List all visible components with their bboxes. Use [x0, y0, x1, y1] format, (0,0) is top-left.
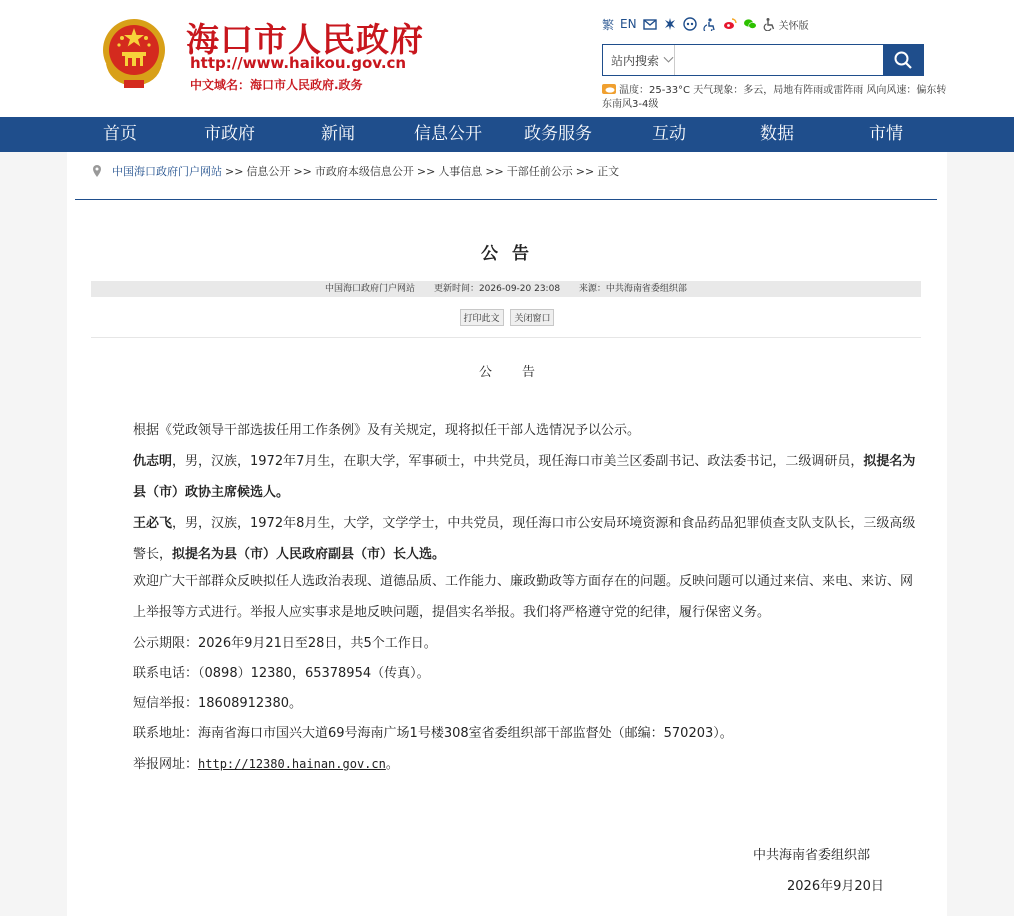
report-url-paragraph [96, 749, 916, 780]
elderly-mode-icon[interactable] [703, 17, 717, 31]
report-url-label: 举报网址： [133, 757, 199, 772]
site-title: 海口市人民政府 [186, 20, 424, 59]
top-links [602, 14, 809, 34]
signature-date: 2026年9月20日 [787, 879, 884, 894]
breadcrumb-separator: >> [416, 164, 436, 178]
care-mode-link[interactable]: 关怀版 [778, 20, 809, 32]
sms-paragraph: 短信举报：18608912380。 [133, 696, 302, 711]
search-scope-label: 站内搜索 [611, 53, 660, 68]
intro-paragraph: 根据《党政领导干部选拔任用工作条例》及有关规定，现将拟任干部人选情况予以公示。 [133, 423, 641, 438]
report-url-suffix: 。 [385, 757, 399, 772]
national-emblem-icon [100, 14, 168, 90]
breadcrumb-portal[interactable]: 中国海口政府门户网站 [112, 165, 222, 178]
content-panel [67, 152, 947, 916]
nav-item-government[interactable]: 市政府 [204, 124, 255, 144]
article-tools [67, 309, 947, 326]
meta-origin: 来源：中共海南省委组织部 [578, 284, 687, 294]
breadcrumb-municipal-disclosure[interactable]: 市政府本级信息公开 [314, 165, 414, 178]
breadcrumb-separator: >> [225, 164, 244, 178]
candidate-1-paragraph [96, 446, 916, 508]
weibo-icon[interactable] [723, 17, 737, 31]
article-meta [91, 281, 921, 297]
candidate-1-name: 仇志明 [133, 454, 173, 469]
mail-icon[interactable] [643, 17, 657, 31]
barrier-free-icon[interactable] [763, 17, 777, 31]
search-input[interactable] [675, 45, 883, 75]
nav-item-home[interactable]: 首页 [103, 124, 137, 144]
traditional-chinese-link[interactable]: 繁 [602, 17, 615, 32]
weather-info [602, 84, 947, 112]
nav-item-gov-services[interactable]: 政务服务 [524, 124, 592, 144]
nav-item-news[interactable]: 新闻 [321, 124, 355, 144]
wechat-icon[interactable] [743, 17, 757, 31]
nav-item-data[interactable]: 数据 [760, 124, 794, 144]
close-window-button[interactable]: 关闭窗口 [510, 309, 554, 326]
breadcrumb-separator: >> [575, 164, 595, 178]
nav-item-city-profile[interactable]: 市情 [869, 124, 903, 144]
main-nav [0, 117, 1014, 152]
site-search [602, 44, 924, 76]
address-paragraph: 联系地址：海南省海口市国兴大道69号海南广场1号楼308室省委组织部干部监督处（邮编：570203）。 [133, 726, 733, 741]
candidate-1-desc: ，男，汉族，1972年7月生，在职大学，军事硕士，中共党员，现任海口市美兰区委副书记、政法委书记，二级调研员， [172, 454, 864, 469]
breadcrumb [92, 163, 619, 179]
signature-org: 中共海南省委组织部 [753, 848, 871, 863]
chevron-down-icon [663, 56, 674, 64]
search-button[interactable] [883, 45, 923, 75]
breadcrumb-cadre-notice[interactable]: 干部任前公示 [506, 165, 573, 178]
print-button[interactable]: 打印此文 [460, 309, 504, 326]
report-url-link[interactable]: http://12380.hainan.gov.cn [198, 757, 386, 771]
breadcrumb-current: 正文 [597, 165, 620, 178]
english-link[interactable]: EN [620, 17, 637, 31]
candidate-2-paragraph [96, 508, 916, 570]
breadcrumb-divider [75, 199, 937, 200]
meta-updated-time: 更新时间：2026-09-20 23:08 [433, 284, 561, 294]
body-divider [91, 337, 921, 338]
nav-item-interaction[interactable]: 互动 [652, 124, 686, 144]
search-scope-select[interactable] [603, 45, 675, 75]
chinese-domain: 中文域名：海口市人民政府.政务 [190, 78, 363, 92]
breadcrumb-info-disclosure[interactable]: 信息公开 [246, 165, 291, 178]
weather-cloudy-icon [602, 84, 616, 94]
breadcrumb-separator: >> [293, 164, 312, 178]
location-pin-icon [92, 165, 102, 177]
candidate-1-nomination: 拟提名为县（市）政协主席候选人。 [133, 454, 916, 500]
period-paragraph: 公示期限：2026年9月21日至28日，共5个工作日。 [133, 636, 437, 651]
breadcrumb-personnel-info[interactable]: 人事信息 [438, 165, 483, 178]
wechat-mini-icon[interactable] [683, 17, 697, 31]
candidate-2-nomination: 拟提名为县（市）人民政府副县（市）长人选。 [172, 547, 446, 562]
site-url[interactable]: http://www.haikou.gov.cn [190, 54, 407, 72]
document-heading: 公告 [478, 365, 565, 380]
phone-paragraph: 联系电话：（0898）12380，65378954（传真）。 [133, 666, 430, 681]
candidate-2-desc: ，男，汉族，1972年8月生，大学，文学学士，中共党员，现任海口市公安局环境资源和食品药品犯罪侦查支队支队长，三级高级警长， [133, 516, 916, 562]
search-icon [893, 50, 913, 70]
candidate-2-name: 王必飞 [133, 516, 173, 531]
meta-source-site: 中国海口政府门户网站 [325, 284, 416, 294]
nav-item-info-disclosure[interactable]: 信息公开 [414, 124, 482, 144]
site-header [0, 0, 1014, 117]
accessibility-star-icon[interactable] [663, 17, 677, 31]
article-title: 公 告 [481, 244, 533, 264]
welcome-paragraph: 欢迎广大干部群众反映拟任人选政治表现、道德品质、工作能力、廉政勤政等方面存在的问题。反映问题可以通过来信、来电、来访、网上举报等方式进行。举报人应实事求是地反映问题，提倡实名举报。我们将严格遵守党的纪律，履行保密义务。 [133, 574, 914, 620]
breadcrumb-separator: >> [485, 164, 504, 178]
weather-text: 温度：25-33°C 天气现象：多云，局地有阵雨或雷阵雨 风向风速：偏东转东南风3-4级 [602, 85, 947, 110]
